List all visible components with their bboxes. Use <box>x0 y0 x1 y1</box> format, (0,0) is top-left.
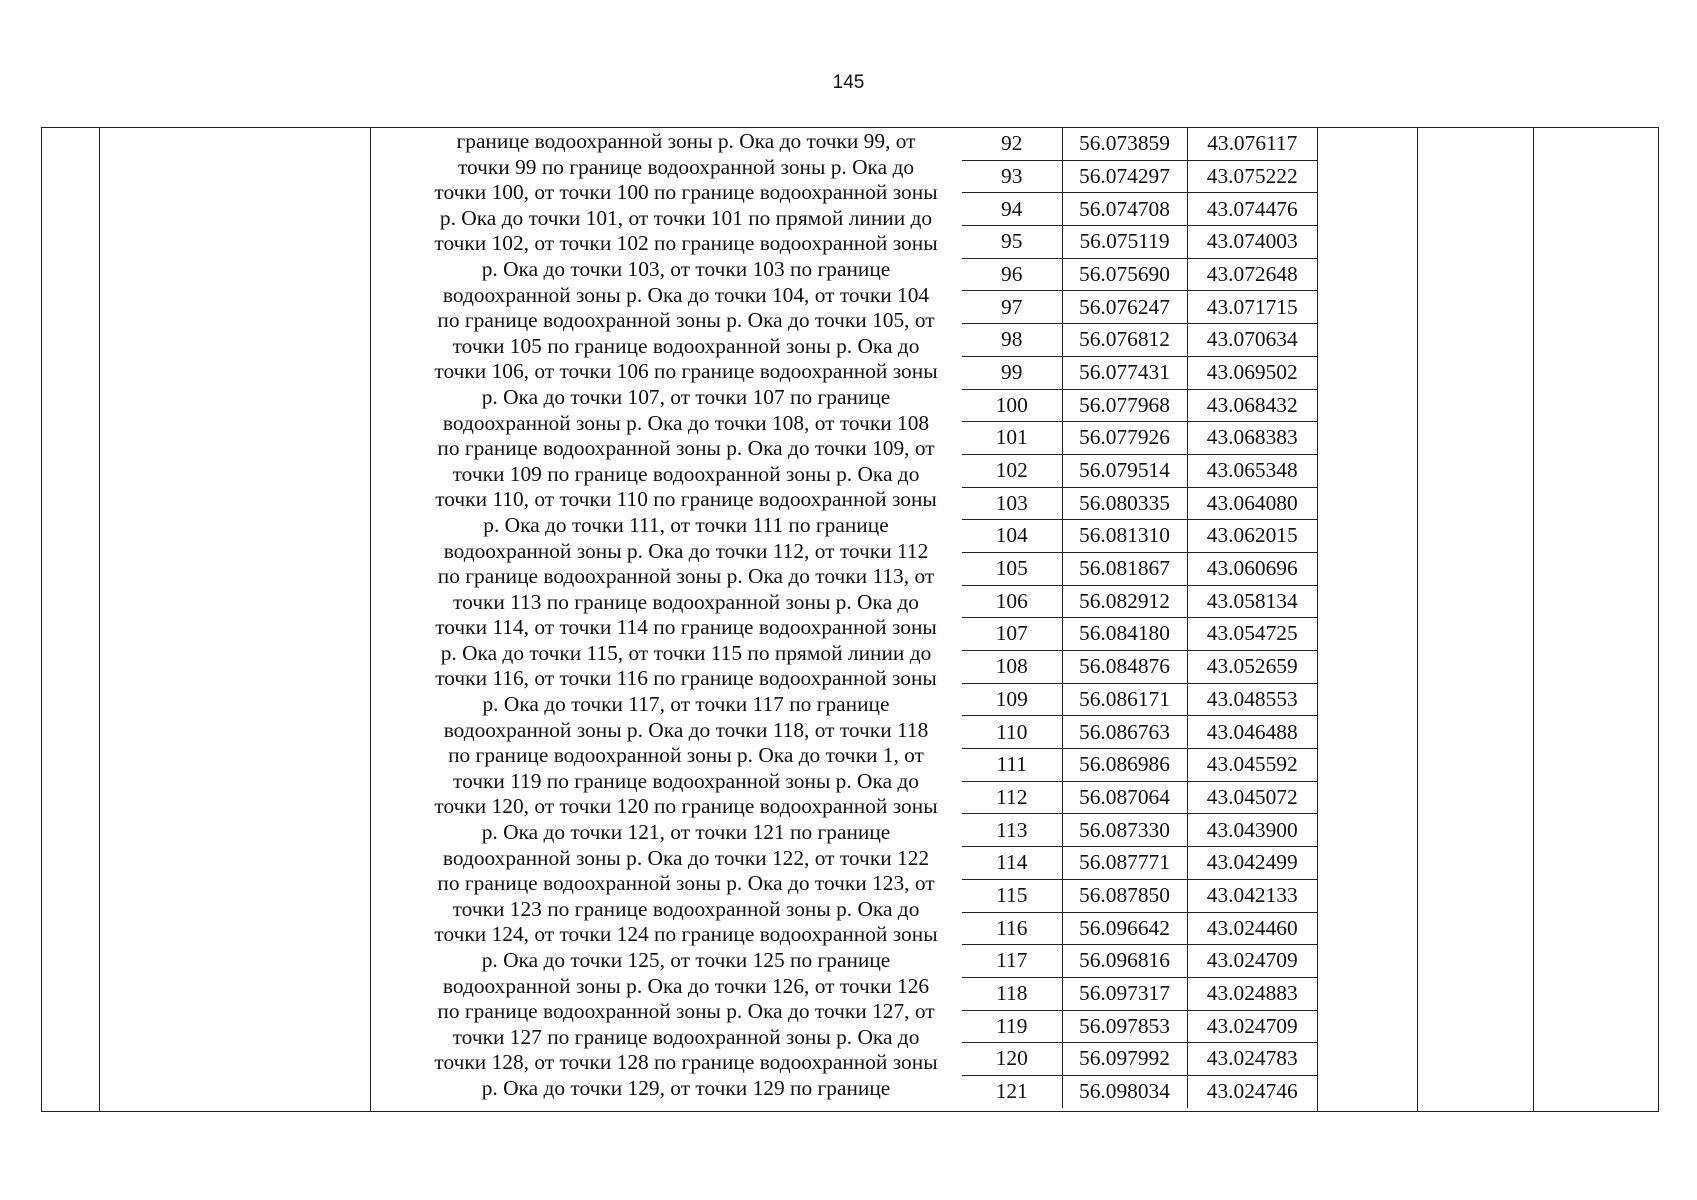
page-number: 145 <box>832 72 865 93</box>
point-number-cell: 120 <box>962 1043 1062 1076</box>
latitude-cell: 56.087330 <box>1062 814 1187 847</box>
longitude-cell: 43.070634 <box>1187 324 1317 357</box>
latitude-cell: 56.084180 <box>1062 618 1187 651</box>
table-row <box>962 356 1317 389</box>
latitude-cell: 56.074297 <box>1062 160 1187 193</box>
latitude-cell: 56.075690 <box>1062 258 1187 291</box>
point-number-cell: 97 <box>962 291 1062 324</box>
point-number-cell: 94 <box>962 193 1062 226</box>
table-row <box>962 520 1317 553</box>
table-row <box>962 422 1317 455</box>
point-number-cell: 115 <box>962 879 1062 912</box>
latitude-cell: 56.087064 <box>1062 781 1187 814</box>
latitude-cell: 56.076812 <box>1062 324 1187 357</box>
point-number-cell: 100 <box>962 389 1062 422</box>
latitude-cell: 56.087850 <box>1062 879 1187 912</box>
table-row <box>962 454 1317 487</box>
table-row <box>962 487 1317 520</box>
longitude-cell: 43.024746 <box>1187 1075 1317 1107</box>
table-row <box>962 1043 1317 1076</box>
longitude-cell: 43.052659 <box>1187 651 1317 684</box>
longitude-cell: 43.024883 <box>1187 977 1317 1010</box>
longitude-cell: 43.068432 <box>1187 389 1317 422</box>
point-number-cell: 98 <box>962 324 1062 357</box>
table-row <box>962 1010 1317 1043</box>
latitude-cell: 56.077431 <box>1062 356 1187 389</box>
latitude-cell: 56.098034 <box>1062 1075 1187 1107</box>
point-number-cell: 117 <box>962 945 1062 978</box>
point-number-cell: 101 <box>962 422 1062 455</box>
latitude-cell: 56.081310 <box>1062 520 1187 553</box>
latitude-cell: 56.074708 <box>1062 193 1187 226</box>
table-row <box>962 585 1317 618</box>
longitude-cell: 43.065348 <box>1187 454 1317 487</box>
latitude-cell: 56.087771 <box>1062 847 1187 880</box>
point-number-cell: 108 <box>962 651 1062 684</box>
longitude-cell: 43.062015 <box>1187 520 1317 553</box>
point-number-cell: 103 <box>962 487 1062 520</box>
table-row <box>962 847 1317 880</box>
longitude-cell: 43.024709 <box>1187 945 1317 978</box>
latitude-cell: 56.081867 <box>1062 552 1187 585</box>
table-row <box>962 324 1317 357</box>
point-number-cell: 118 <box>962 977 1062 1010</box>
longitude-cell: 43.064080 <box>1187 487 1317 520</box>
table-row <box>962 651 1317 684</box>
table-row <box>962 977 1317 1010</box>
document-table <box>41 127 1659 1112</box>
table-row <box>962 128 1317 160</box>
coordinates-table <box>962 128 1317 1108</box>
latitude-cell: 56.097853 <box>1062 1010 1187 1043</box>
point-number-cell: 110 <box>962 716 1062 749</box>
point-number-cell: 121 <box>962 1075 1062 1107</box>
table-row <box>962 618 1317 651</box>
table-row <box>962 749 1317 782</box>
table-row <box>962 814 1317 847</box>
longitude-cell: 43.045072 <box>1187 781 1317 814</box>
point-number-cell: 93 <box>962 160 1062 193</box>
point-number-cell: 113 <box>962 814 1062 847</box>
latitude-cell: 56.086986 <box>1062 749 1187 782</box>
table-row <box>962 683 1317 716</box>
latitude-cell: 56.079514 <box>1062 454 1187 487</box>
table-row <box>962 258 1317 291</box>
latitude-cell: 56.084876 <box>1062 651 1187 684</box>
latitude-cell: 56.086763 <box>1062 716 1187 749</box>
point-number-cell: 96 <box>962 258 1062 291</box>
coordinates-table-body <box>962 128 1317 1108</box>
latitude-cell: 56.075119 <box>1062 226 1187 259</box>
longitude-cell: 43.068383 <box>1187 422 1317 455</box>
latitude-cell: 56.077926 <box>1062 422 1187 455</box>
latitude-cell: 56.073859 <box>1062 128 1187 160</box>
point-number-cell: 92 <box>962 128 1062 160</box>
point-number-cell: 104 <box>962 520 1062 553</box>
longitude-cell: 43.060696 <box>1187 552 1317 585</box>
column-divider <box>99 128 100 1111</box>
table-row <box>962 226 1317 259</box>
table-row <box>962 291 1317 324</box>
longitude-cell: 43.024460 <box>1187 912 1317 945</box>
point-number-cell: 99 <box>962 356 1062 389</box>
column-divider <box>1533 128 1534 1111</box>
table-row <box>962 389 1317 422</box>
longitude-cell: 43.074003 <box>1187 226 1317 259</box>
longitude-cell: 43.024709 <box>1187 1010 1317 1043</box>
longitude-cell: 43.054725 <box>1187 618 1317 651</box>
column-divider <box>1417 128 1418 1111</box>
longitude-cell: 43.058134 <box>1187 585 1317 618</box>
latitude-cell: 56.077968 <box>1062 389 1187 422</box>
latitude-cell: 56.096642 <box>1062 912 1187 945</box>
point-number-cell: 102 <box>962 454 1062 487</box>
latitude-cell: 56.086171 <box>1062 683 1187 716</box>
longitude-cell: 43.042499 <box>1187 847 1317 880</box>
table-row <box>962 879 1317 912</box>
latitude-cell: 56.096816 <box>1062 945 1187 978</box>
latitude-cell: 56.080335 <box>1062 487 1187 520</box>
table-row <box>962 1075 1317 1107</box>
table-row <box>962 193 1317 226</box>
point-number-cell: 116 <box>962 912 1062 945</box>
point-number-cell: 95 <box>962 226 1062 259</box>
latitude-cell: 56.082912 <box>1062 585 1187 618</box>
point-number-cell: 112 <box>962 781 1062 814</box>
point-number-cell: 119 <box>962 1010 1062 1043</box>
longitude-cell: 43.072648 <box>1187 258 1317 291</box>
longitude-cell: 43.042133 <box>1187 879 1317 912</box>
point-number-cell: 106 <box>962 585 1062 618</box>
column-divider <box>1317 128 1318 1111</box>
latitude-cell: 56.097317 <box>1062 977 1187 1010</box>
longitude-cell: 43.046488 <box>1187 716 1317 749</box>
table-row <box>962 716 1317 749</box>
boundary-description: границе водоохранной зоны р. Ока до точки 99, от точки 99 по границе водоохранной зоны р. Ока до точки 100, от точки 100 по границе водоохранной зоны р. Ока до точки 101, от точки 101 по прямой линии до точки 102, от точки 102 по границе водоохранной зоны р. Ока до точки 103, от точки 103 по границе водоохранной зоны р. Ока до точки 104, от точки 104 по границе водоохранной зоны р. Ока до точки 105, от точки 105 по границе водоохранной зоны р. Ока до точки 106, от точки 106 по границе водоохранной зоны р. Ока до точки 107, от точки 107 по границе водоохранной зоны р. Ока до точки 108, от точки 108 по границе водоохранной зоны р. Ока до точки 109, от точки 109 по границе водоохранной зоны р. Ока до точки 110, от точки 110 по границе водоохранной зоны р. Ока до точки 111, от точки 111 по границе водоохранной зоны р. Ока до точки 112, от точки 112 по границе водоохранной зоны р. Ока до точки 113, от точки 113 по границе водоохранной зоны р. Ока до точки 114, от точки 114 по границе водоохранной зоны р. Ока до точки 115, от точки 115 по прямой линии до точки 116, от точки 116 по границе водоохранной зоны р. Ока до точки 117, от точки 117 по границе водоохранной зоны р. Ока до точки 118, от точки 118 по границе водоохранной зоны р. Ока до точки 1, от точки 119 по границе водоохранной зоны р. Ока до точки 120, от точки 120 по границе водоохранной зоны р. Ока до точки 121, от точки 121 по границе водоохранной зоны р. Ока до точки 122, от точки 122 по границе водоохранной зоны р. Ока до точки 123, от точки 123 по границе водоохранной зоны р. Ока до точки 124, от точки 124 по границе водоохранной зоны р. Ока до точки 125, от точки 125 по границе водоохранной зоны р. Ока до точки 126, от точки 126 по границе водоохранной зоны р. Ока до точки 127, от точки 127 по границе водоохранной зоны р. Ока до точки 128, от точки 128 по границе водоохранной зоны р. Ока до точки 129, от точки 129 по границе <box>434 129 938 1100</box>
longitude-cell: 43.071715 <box>1187 291 1317 324</box>
latitude-cell: 56.076247 <box>1062 291 1187 324</box>
point-number-cell: 111 <box>962 749 1062 782</box>
point-number-cell: 107 <box>962 618 1062 651</box>
table-row <box>962 552 1317 585</box>
table-row <box>962 912 1317 945</box>
latitude-cell: 56.097992 <box>1062 1043 1187 1076</box>
table-row <box>962 160 1317 193</box>
table-row <box>962 781 1317 814</box>
longitude-cell: 43.075222 <box>1187 160 1317 193</box>
longitude-cell: 43.074476 <box>1187 193 1317 226</box>
longitude-cell: 43.076117 <box>1187 128 1317 160</box>
longitude-cell: 43.043900 <box>1187 814 1317 847</box>
longitude-cell: 43.045592 <box>1187 749 1317 782</box>
point-number-cell: 109 <box>962 683 1062 716</box>
point-number-cell: 105 <box>962 552 1062 585</box>
point-number-cell: 114 <box>962 847 1062 880</box>
longitude-cell: 43.048553 <box>1187 683 1317 716</box>
column-divider <box>370 128 371 1111</box>
table-row <box>962 945 1317 978</box>
longitude-cell: 43.024783 <box>1187 1043 1317 1076</box>
longitude-cell: 43.069502 <box>1187 356 1317 389</box>
